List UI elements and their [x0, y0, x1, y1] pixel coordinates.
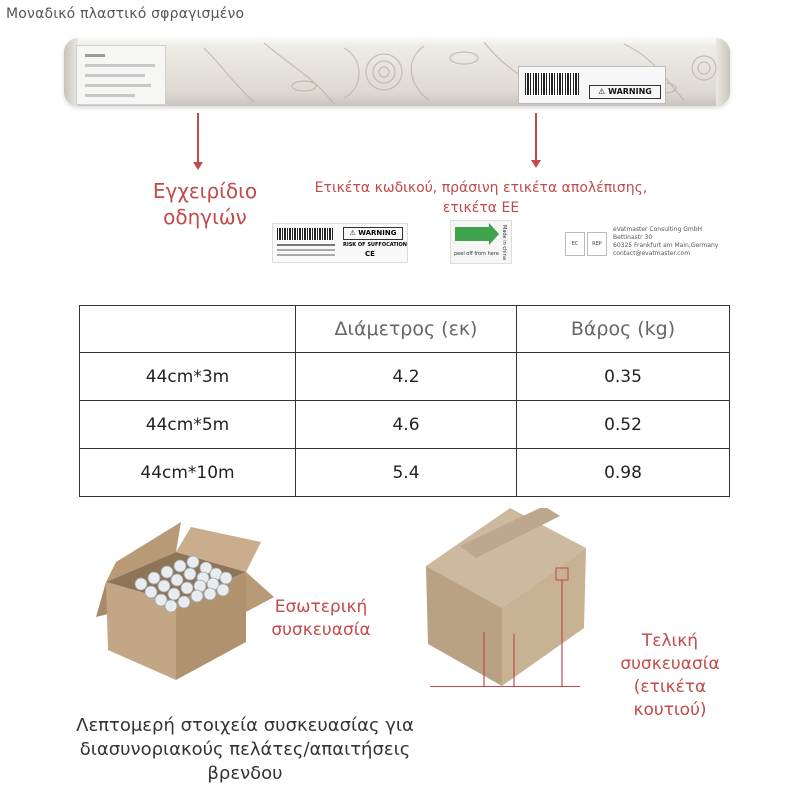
closed-box-image [420, 508, 588, 688]
table-row [80, 401, 730, 449]
spec-table [79, 305, 730, 497]
table-row [80, 449, 730, 497]
made-in-china-text: Made in china [501, 225, 507, 260]
warning-triangle-icon: ⚠ [598, 87, 606, 96]
arrow-label-line [535, 113, 537, 161]
header-diameter: Διάμετρος (εκ) [296, 306, 517, 353]
header-empty [80, 306, 296, 353]
ec-box: EC [565, 232, 585, 256]
diameter-cell: 4.2 [296, 353, 517, 401]
table-row [80, 353, 730, 401]
peel-text: peel off from here [454, 251, 499, 257]
code-label-image [272, 223, 408, 263]
manual-label: Εγχειρίδιο οδηγιών [152, 179, 258, 229]
arrow-label-head [531, 160, 541, 168]
eu-address: eVatmaster Consulting GmbH Bettinastr 30 60325 Frankfurt am Main,Germany contact@evatmaster.com [613, 226, 719, 257]
weight-cell: 0.35 [517, 353, 730, 401]
rep-box: REP [587, 232, 607, 256]
roll-manual-sticker [76, 45, 166, 105]
final-box-line [430, 686, 580, 687]
roll-warning: ⚠ WARNING [589, 85, 661, 99]
weight-cell: 0.98 [517, 449, 730, 497]
eu-label-image [565, 226, 719, 260]
warning-triangle-icon: ⚠ [349, 229, 356, 237]
arrow-manual-line [197, 113, 199, 163]
peel-label-image [450, 220, 512, 264]
top-caption: Μοναδικό πλαστικό σφραγισμένο [6, 6, 245, 22]
size-cell: 44cm*5m [80, 401, 296, 449]
barcode [525, 73, 579, 95]
table-header-row [80, 306, 730, 353]
green-arrow-icon [455, 227, 489, 241]
size-cell: 44cm*3m [80, 353, 296, 401]
diameter-cell: 5.4 [296, 449, 517, 497]
diameter-cell: 4.6 [296, 401, 517, 449]
packaging-details-text: Λεπτομερή στοιχεία συσκευασίας για διασυνοριακούς πελάτες/απαιτήσεις βρενδου [76, 715, 414, 784]
label-caption: Ετικέτα κωδικού, πράσινη ετικέτα απολέπισης, ετικέτα ΕΕ [314, 180, 648, 216]
size-cell: 44cm*10m [80, 449, 296, 497]
arrow-manual-head [193, 162, 203, 170]
barcode [277, 228, 333, 240]
suffocation-text: RISK OF SUFFOCATION [343, 242, 407, 248]
warning-box: ⚠ WARNING [343, 227, 403, 240]
roll-code-label [518, 66, 666, 104]
weight-cell: 0.52 [517, 401, 730, 449]
green-arrow-head-icon [489, 223, 499, 245]
open-box-image [96, 522, 276, 682]
header-weight: Βάρος (kg) [517, 306, 730, 353]
ce-mark: CE [365, 250, 375, 258]
inner-packaging-label: Εσωτερική συσκευασία [271, 597, 371, 640]
final-packaging-label: Τελική συσκευασία (ετικέτα κουτιού) [620, 631, 720, 720]
